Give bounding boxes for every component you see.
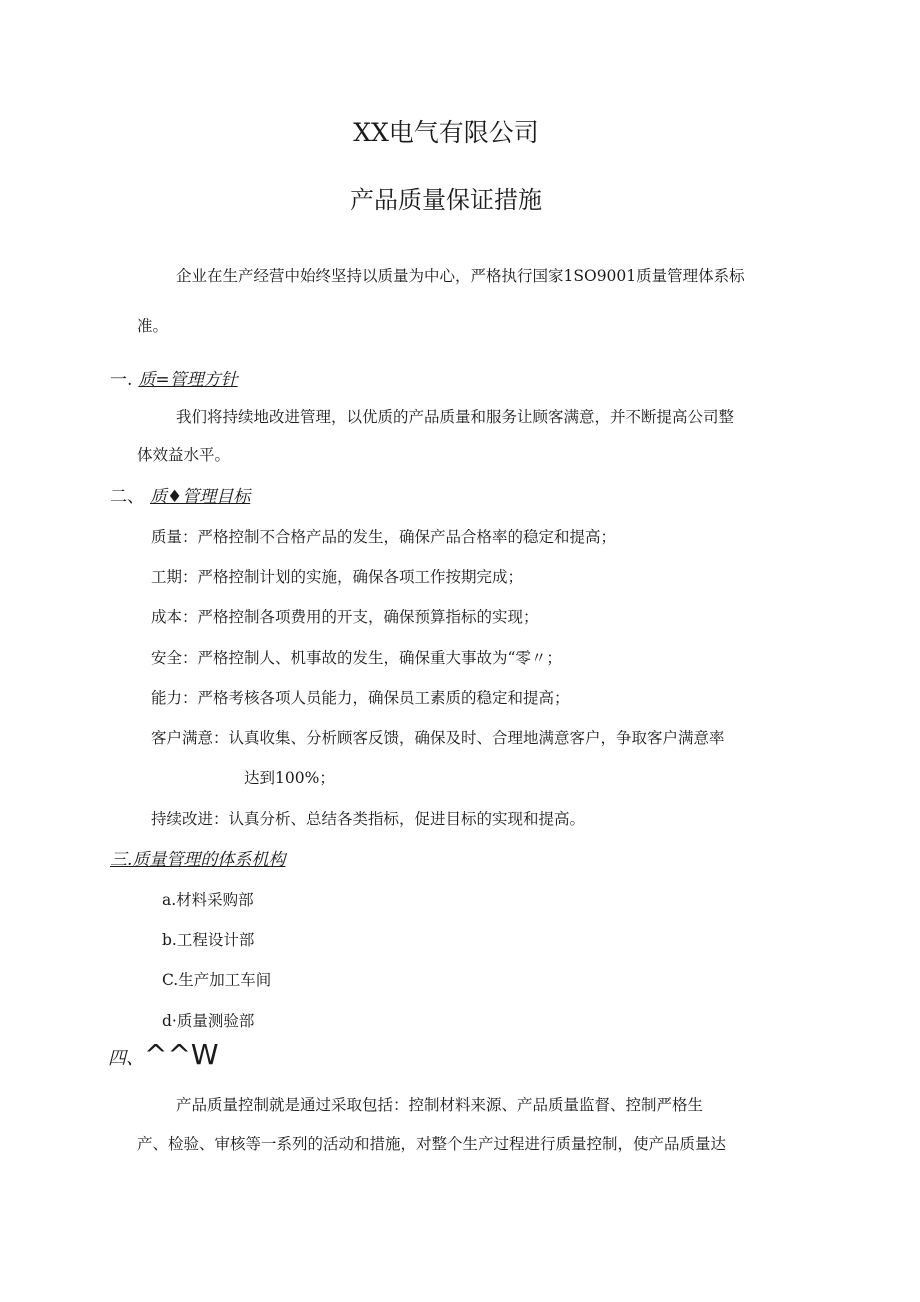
section-2-number: 二、 [110, 487, 144, 507]
org-item: C.生产加工车间 [162, 971, 272, 989]
section-4-number: 四、 [108, 1048, 144, 1069]
section-4-heading [108, 1038, 219, 1071]
org-item: a.材料采购部 [162, 891, 254, 909]
section-3-heading [110, 849, 285, 871]
section-1-number: 一. [110, 370, 133, 390]
intro-line-2: 准。 [137, 317, 169, 335]
goal-item: 工期：严格控制计划的实施，确保各项工作按期完成； [151, 568, 524, 586]
org-item: b.工程设计部 [162, 931, 255, 949]
document-title: 产品质量保证措施 [350, 186, 542, 214]
section-1-heading [110, 369, 238, 391]
section-3-title: 三.质量管理的体系机构 [110, 850, 286, 870]
section-1-title: 质=管理方针 [138, 370, 238, 390]
goal-item: 安全：严格控制人、机事故的发生，确保重大事故为“零〃； [151, 649, 562, 667]
goal-item: 客户满意：认真收集、分析顾客反馈，确保及时、合理地满意客户，争取客户满意率 [151, 729, 725, 747]
section-1-line-1: 我们将持续地改进管理，以优质的产品质量和服务让顾客满意，并不断提高公司整 [176, 408, 735, 426]
goal-item: 成本：严格控制各项费用的开支，确保预算指标的实现； [151, 608, 539, 626]
section-4-line-1: 产品质量控制就是通过采取包括：控制材料来源、产品质量监督、控制严格生 [176, 1096, 704, 1114]
section-2-heading [110, 486, 250, 508]
section-2-title: 质♦管理目标 [150, 487, 251, 507]
section-1-line-2: 体效益水平。 [137, 446, 231, 464]
goal-item: 持续改进：认真分析、总结各类指标，促进目标的实现和提高。 [151, 810, 586, 828]
org-item: d·质量测验部 [162, 1012, 255, 1030]
section-4-title: ^^W [144, 1038, 219, 1071]
company-name: XX电气有限公司 [353, 118, 539, 147]
goal-item: 能力：严格考核各项人员能力，确保员工素质的稳定和提高； [151, 689, 570, 707]
goal-item-continuation: 达到100%； [244, 769, 335, 787]
goal-item: 质量：严格控制不合格产品的发生，确保产品合格率的稳定和提高； [151, 528, 617, 546]
intro-line-1: 企业在生产经营中始终坚持以质量为中心，严格执行国家1SO9001质量管理体系标 [176, 267, 745, 285]
section-4-line-2: 产、检验、审核等一系列的活动和措施，对整个生产过程进行质量控制，使产品质量达 [137, 1135, 727, 1153]
